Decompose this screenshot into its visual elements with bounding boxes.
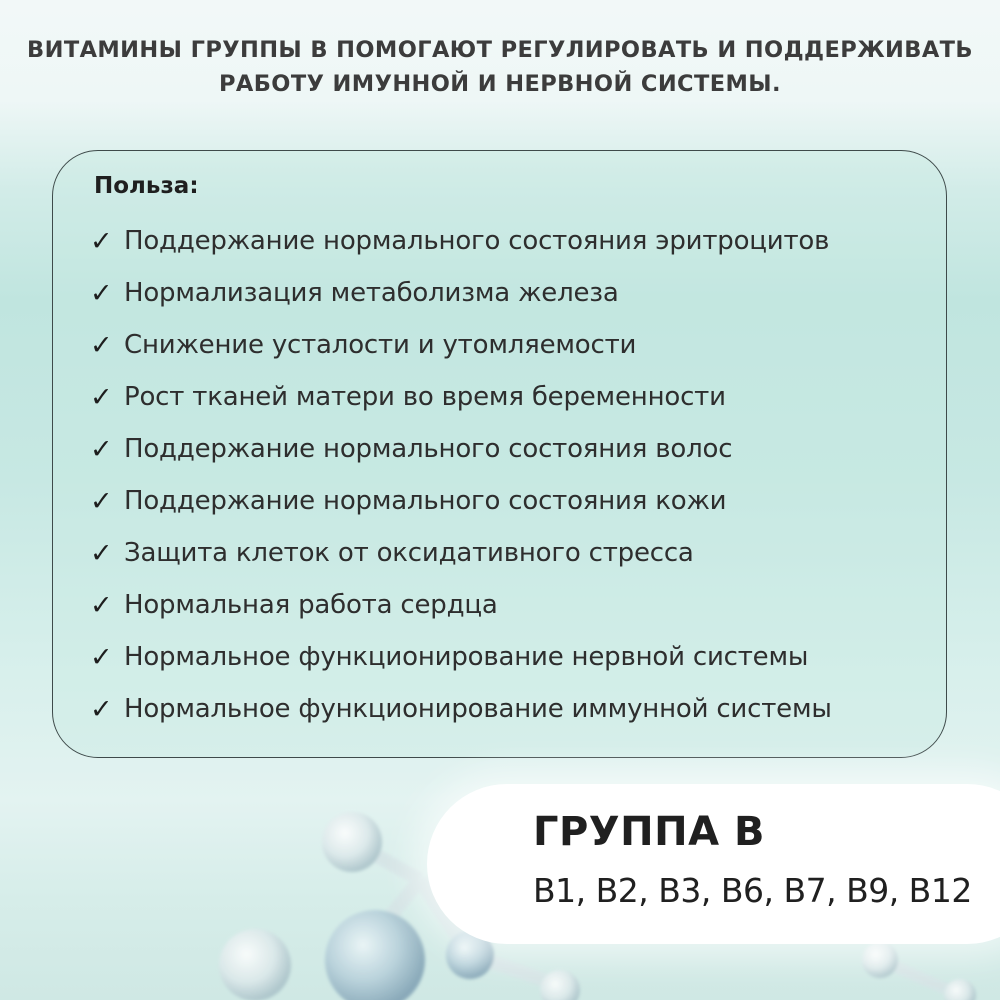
check-mark-icon: ✓	[90, 277, 113, 309]
benefit-item	[90, 215, 940, 267]
benefit-text: Рост тканей матери во время беременности	[124, 382, 726, 412]
check-mark-icon: ✓	[90, 225, 113, 257]
benefit-item	[90, 423, 940, 475]
benefit-text: Снижение усталости и утомляемости	[124, 330, 637, 360]
check-mark-icon: ✓	[90, 485, 113, 517]
benefit-text: Нормальная работа сердца	[124, 590, 498, 620]
benefit-text: Поддержание нормального состояния волос	[124, 434, 733, 464]
benefit-item	[90, 683, 940, 735]
benefit-text: Поддержание нормального состояния кожи	[124, 486, 727, 516]
check-mark-icon: ✓	[90, 537, 113, 569]
check-mark-icon: ✓	[90, 641, 113, 673]
benefit-item	[90, 371, 940, 423]
benefit-item	[90, 475, 940, 527]
benefit-text: Поддержание нормального состояния эритроцитов	[124, 226, 830, 256]
benefit-item	[90, 527, 940, 579]
vitamin-group-list: В1, В2, В3, В6, В7, В9, В12	[533, 871, 972, 910]
benefit-item	[90, 319, 940, 371]
check-mark-icon: ✓	[90, 329, 113, 361]
benefit-text: Нормальное функционирование иммунной системы	[124, 694, 832, 724]
check-mark-icon: ✓	[90, 693, 113, 725]
benefits-title: Польза:	[94, 173, 199, 199]
check-mark-icon: ✓	[90, 589, 113, 621]
check-mark-icon: ✓	[90, 433, 113, 465]
headline-line-1: ВИТАМИНЫ ГРУППЫ В ПОМОГАЮТ РЕГУЛИРОВАТЬ И ПОДДЕРЖИВАТЬ	[27, 37, 973, 63]
benefit-item	[90, 631, 940, 683]
check-mark-icon: ✓	[90, 381, 113, 413]
vitamin-group-title: ГРУППА В	[533, 809, 765, 855]
benefit-item	[90, 579, 940, 631]
benefit-item	[90, 267, 940, 319]
benefit-text: Нормализация метаболизма железа	[124, 278, 619, 308]
headline-line-2: РАБОТУ ИМУННОЙ И НЕРВНОЙ СИСТЕМЫ.	[219, 71, 781, 97]
vitamin-group-panel	[427, 784, 1000, 944]
benefit-text: Нормальное функционирование нервной системы	[124, 642, 809, 672]
benefits-list	[90, 215, 940, 735]
benefit-text: Защита клеток от оксидативного стресса	[124, 538, 694, 568]
